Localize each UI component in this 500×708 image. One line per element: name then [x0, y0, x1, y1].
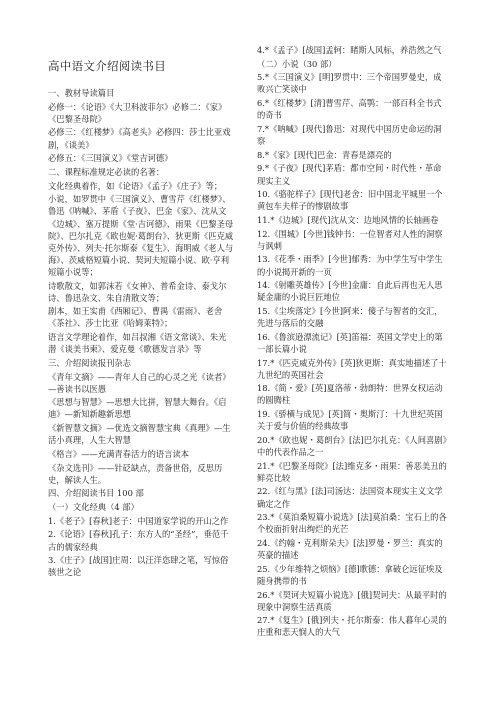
book-entry: 22.《红与黑》[法]司汤达：法国资本现实主义文学确定之作	[257, 486, 443, 509]
book-entry: 25.《少年维特之烦恼》[德]歌德：拿破仑远征埃及随身携带的书	[257, 563, 443, 586]
right-column	[257, 44, 447, 640]
book-entry: 15.《尘埃落定》[今世]阿来：傻子与智者的交汇，先进与落后的交融	[257, 306, 443, 329]
text-line: 《新智慧文摘》—优选文摘智慧宝典《真理》—生活小真理，人生大智慧	[48, 423, 231, 446]
book-entry: 20.*《欧也妮・葛朗台》[法]巴尔扎克：《人间喜剧》中的代表作品之一	[257, 434, 447, 457]
book-entry: 10.《骆驼样子》[现代]老舍：旧中国北平城里一个黄包车夫样子的惨剧故事	[257, 189, 443, 212]
subsection-heading-classics: （一）文化经典（4 部）	[48, 502, 139, 513]
book-entry: 4.*《孟子》[战国]孟轲：睹斯人风标，养浩然之气	[257, 45, 442, 55]
section-heading-periodicals: 三、介绍阅读报刊杂志	[48, 357, 131, 368]
text-line: 文化经典着作，如《论语》《孟子》《庄子》等；	[48, 180, 223, 191]
subsection-heading-novels: （二）小说（30 部）	[257, 58, 337, 69]
book-entry: 19.《骄横与成见》[英]简・奥斯汀：十九世纪英国关于爱与价值的经典故事	[257, 409, 443, 432]
book-entry: 27.*《复生》[俄]列夫・托尔斯泰：伟人暮年心灵的庄重和悲天悯人的大气	[257, 615, 447, 638]
book-entry: 11.*《边城》[现代]沈从文：边地风情的长轴画卷	[257, 214, 439, 225]
text-line: 《青年文摘》——青年人自己的心灵之光《读者》—善读书以医愚	[48, 371, 231, 394]
book-entry: 2.《论语》[春秋]孔子：东方人的“圣经”，垂范千古的儒家经典	[48, 529, 229, 552]
book-entry: 13.《花季・雨季》[今世]郁秀：为中学生写中学生的小说揭开新的一页	[257, 254, 443, 277]
book-entry: 8.*《家》[现代]巴金：青春是漂亮的	[257, 149, 392, 160]
book-entry: 12.《围城》[今世]钱钟书：一位智者对人性的洞察与讽刺	[257, 228, 443, 251]
book-entry: 5.*《三国演义》[明]罗贯中：三个帝国罗曼史，成败兴亡笑谈中	[257, 72, 442, 95]
section-heading-required: 二、课程标准规定必读的名著：	[48, 166, 165, 177]
book-entry: 1.《老子》[春秋]老子：中国道家学说的开山之作	[48, 515, 229, 526]
section-heading-textbook: 一、教材导读篇目	[48, 88, 115, 98]
text-line: 语言文学理论着作，如吕叔湘《语文常谈》、朱光潜《谈美书柬》、爱克曼《歌德发言录》等	[48, 332, 227, 355]
text-line: 小说，如罗贯中《三国演义》、曹雪芹《红楼梦》、鲁迅《呐喊》、茅盾《子夜》、巴金《家》、沈从文《边城》、塞万提斯《堂·吉诃德》、雨果《巴黎圣母院》、巴尔扎克《欧也妮·葛朗台》、狄更斯《匹克威克外传》、列夫·托尔斯泰《复生》、海明威《老人与海》、茨威格短篇小说、契诃夫短篇小说、欧·亨利短篇小说等；	[48, 194, 234, 277]
text-line: 必修三：《红楼梦》《高老头》必修四：莎士比亚戏剧，《谈美》	[48, 127, 231, 150]
book-entry: 3.《庄子》[战国]庄周：以汪洋恣肆之笔，写惊俗骇世之论	[48, 555, 229, 578]
document-title: 高中语文介绍阅读书目	[48, 59, 166, 73]
text-line: 诗歌散文，如郭沫若《女神》、普希金诗、泰戈尔诗、鲁迅杂文、朱自清散文等；	[48, 280, 227, 303]
book-entry: 24.《约翰・克利斯朵夫》[法]罗曼・罗兰：真实的英豪的描述	[257, 538, 443, 561]
book-entry: 17.*《匹克威克外传》[英]狄更斯：真实地描述了十九世纪的英国社会	[257, 357, 447, 380]
book-entry: 6.*《红楼梦》[清]曹雪芹、高鹗：一部百科全书式的奇书	[257, 98, 442, 121]
text-line: 《格言》——充满青春活力的语言读本	[48, 448, 190, 459]
book-entry: 9.*《子夜》[现代]茅盾：都市空间・时代性・革命现实主义	[257, 163, 442, 186]
section-heading-booklist: 四、介绍阅读书目 100 部	[48, 488, 144, 499]
book-entry: 21.*《巴黎圣母院》[法]维克多・雨果：善恶美丑的鲜亮比较	[257, 460, 447, 483]
text-line: 《思想与智慧》—思想大比拼，智慧大舞台。《启迪》—新知新趣新思想	[48, 397, 227, 420]
book-entry: 18.《简・爱》[英]夏洛蒂・勃朗特：世界女权运动的圆腾柱	[257, 383, 443, 406]
left-column	[48, 58, 234, 580]
text-line: 《杂文选刊》——针砭缺点，责备世俗，反思历史，解读人生。	[48, 462, 223, 485]
book-entry: 23.*《莫泊桑短篇小说选》[法]莫泊桑：宝石上的各个校面折射出绚烂的光芒	[257, 512, 447, 535]
text-line: 必修五：《三国演义》《堂吉诃德》	[48, 153, 173, 164]
book-entry: 7.*《呐喊》[现代]鲁迅：对现代中国历史命运的洞察	[257, 123, 442, 147]
book-entry: 16.《鲁滨逊漂流记》[英]笛福：英国文学史上的第一部长篇小说	[257, 331, 443, 354]
book-entry: 14.《射雕英雄传》[今世]金庸：自此后再也无人思疑金庸的小说巨匠地位	[257, 280, 443, 303]
text-line: 剧本，如王实甫《西厢记》、曹禺《雷雨》、老舍《茶社》、莎士比亚《哈姆莱特》；	[48, 306, 223, 329]
text-line: 必修一：《论语》《大卫科波菲尔》必修二：《家》《巴黎圣母院》	[48, 101, 227, 124]
book-entry: 26.*《契诃夫短篇小说选》[俄]契诃夫：从最平时的现象中洞察生活真质	[257, 589, 447, 612]
